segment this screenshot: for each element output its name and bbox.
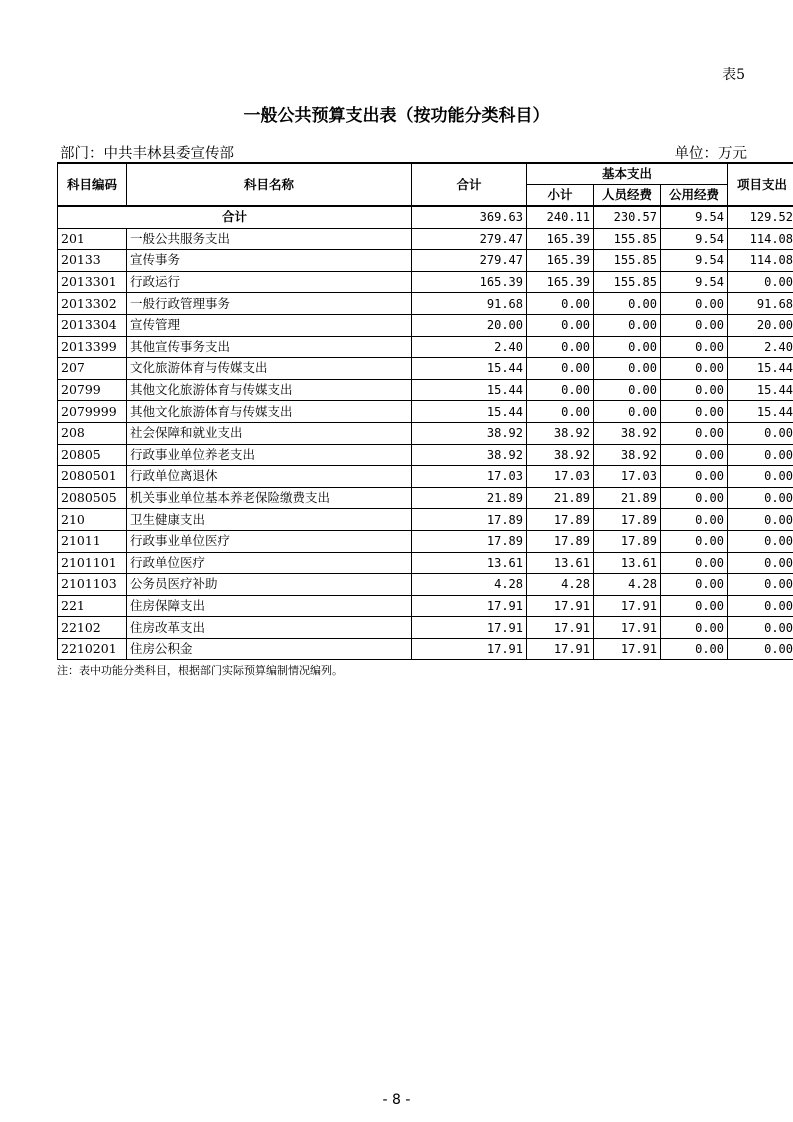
total-label: 合计 — [58, 206, 412, 228]
row-total: 13.61 — [412, 552, 527, 574]
row-personnel: 4.28 — [594, 574, 661, 596]
row-public: 0.00 — [661, 314, 728, 336]
row-code: 2013301 — [58, 271, 127, 293]
row-personnel: 155.85 — [594, 250, 661, 272]
row-personnel: 0.00 — [594, 358, 661, 380]
row-personnel: 155.85 — [594, 271, 661, 293]
table-row — [58, 293, 793, 315]
row-project: 0.00 — [728, 595, 793, 617]
row-subtotal: 21.89 — [527, 487, 594, 509]
unit-label: 单位：万元 — [674, 146, 747, 162]
row-subtotal: 0.00 — [527, 293, 594, 315]
row-personnel: 0.00 — [594, 314, 661, 336]
table-row — [58, 638, 793, 660]
row-project: 0.00 — [728, 574, 793, 596]
row-personnel: 17.91 — [594, 595, 661, 617]
row-name: 行政事业单位养老支出 — [127, 444, 412, 466]
row-code: 2080501 — [58, 466, 127, 488]
row-personnel: 0.00 — [594, 379, 661, 401]
row-code: 221 — [58, 595, 127, 617]
row-code: 2079999 — [58, 401, 127, 423]
row-name: 住房保障支出 — [127, 595, 412, 617]
row-public: 0.00 — [661, 401, 728, 423]
row-project: 0.00 — [728, 509, 793, 531]
row-name: 宣传事务 — [127, 250, 412, 272]
row-name: 一般公共服务支出 — [127, 228, 412, 250]
table-row — [58, 617, 793, 639]
header-basic: 基本支出 — [527, 163, 728, 185]
row-public: 0.00 — [661, 552, 728, 574]
row-project: 114.08 — [728, 250, 793, 272]
row-public: 0.00 — [661, 358, 728, 380]
table-row — [58, 552, 793, 574]
row-project: 114.08 — [728, 228, 793, 250]
row-subtotal: 0.00 — [527, 336, 594, 358]
header-project: 项目支出 — [728, 163, 793, 206]
row-code: 2101101 — [58, 552, 127, 574]
row-code: 2101103 — [58, 574, 127, 596]
row-public: 0.00 — [661, 466, 728, 488]
row-code: 21011 — [58, 530, 127, 552]
row-name: 行政事业单位医疗 — [127, 530, 412, 552]
table-row — [58, 595, 793, 617]
row-subtotal: 0.00 — [527, 401, 594, 423]
row-name: 其他文化旅游体育与传媒支出 — [127, 379, 412, 401]
row-total: 17.91 — [412, 617, 527, 639]
row-personnel: 17.91 — [594, 617, 661, 639]
row-code: 22102 — [58, 617, 127, 639]
row-public: 0.00 — [661, 293, 728, 315]
row-total: 17.89 — [412, 509, 527, 531]
row-public: 9.54 — [661, 250, 728, 272]
row-personnel: 0.00 — [594, 293, 661, 315]
row-project: 20.00 — [728, 314, 793, 336]
row-personnel: 0.00 — [594, 336, 661, 358]
row-code: 210 — [58, 509, 127, 531]
row-name: 卫生健康支出 — [127, 509, 412, 531]
row-total: 38.92 — [412, 444, 527, 466]
total-project: 129.52 — [728, 206, 793, 228]
row-project: 0.00 — [728, 444, 793, 466]
row-code: 2013399 — [58, 336, 127, 358]
row-project: 2.40 — [728, 336, 793, 358]
row-name: 住房公积金 — [127, 638, 412, 660]
header-total: 合计 — [412, 163, 527, 206]
row-subtotal: 0.00 — [527, 358, 594, 380]
table-row — [58, 250, 793, 272]
table-row — [58, 314, 793, 336]
table-row — [58, 401, 793, 423]
row-personnel: 13.61 — [594, 552, 661, 574]
row-public: 9.54 — [661, 228, 728, 250]
table-row — [58, 271, 793, 293]
row-subtotal: 165.39 — [527, 271, 594, 293]
total-total: 369.63 — [412, 206, 527, 228]
row-public: 0.00 — [661, 574, 728, 596]
row-public: 0.00 — [661, 487, 728, 509]
total-row — [58, 206, 793, 228]
row-public: 0.00 — [661, 617, 728, 639]
table-row — [58, 574, 793, 596]
header-name: 科目名称 — [127, 163, 412, 206]
row-project: 0.00 — [728, 530, 793, 552]
table-row — [58, 466, 793, 488]
row-name: 住房改革支出 — [127, 617, 412, 639]
row-total: 15.44 — [412, 358, 527, 380]
header-subtotal: 小计 — [527, 185, 594, 207]
row-project: 91.68 — [728, 293, 793, 315]
header-code: 科目编码 — [58, 163, 127, 206]
row-subtotal: 17.91 — [527, 617, 594, 639]
row-public: 0.00 — [661, 336, 728, 358]
row-name: 其他宣传事务支出 — [127, 336, 412, 358]
row-total: 2.40 — [412, 336, 527, 358]
row-subtotal: 165.39 — [527, 250, 594, 272]
row-name: 行政运行 — [127, 271, 412, 293]
row-name: 行政单位离退休 — [127, 466, 412, 488]
row-project: 0.00 — [728, 271, 793, 293]
row-name: 机关事业单位基本养老保险缴费支出 — [127, 487, 412, 509]
row-personnel: 38.92 — [594, 422, 661, 444]
row-subtotal: 0.00 — [527, 379, 594, 401]
row-code: 208 — [58, 422, 127, 444]
row-project: 15.44 — [728, 358, 793, 380]
row-total: 21.89 — [412, 487, 527, 509]
table-row — [58, 228, 793, 250]
row-personnel: 17.91 — [594, 638, 661, 660]
row-public: 0.00 — [661, 509, 728, 531]
department-label: 部门：中共丰林县委宣传部 — [60, 146, 234, 162]
row-personnel: 38.92 — [594, 444, 661, 466]
row-total: 17.91 — [412, 638, 527, 660]
row-total: 4.28 — [412, 574, 527, 596]
row-personnel: 21.89 — [594, 487, 661, 509]
row-code: 20799 — [58, 379, 127, 401]
row-total: 15.44 — [412, 379, 527, 401]
row-subtotal: 38.92 — [527, 444, 594, 466]
row-subtotal: 17.03 — [527, 466, 594, 488]
row-project: 15.44 — [728, 379, 793, 401]
row-name: 其他文化旅游体育与传媒支出 — [127, 401, 412, 423]
table-number: 表5 — [722, 67, 745, 83]
table-row — [58, 336, 793, 358]
row-public: 0.00 — [661, 638, 728, 660]
row-code: 2080505 — [58, 487, 127, 509]
row-name: 公务员医疗补助 — [127, 574, 412, 596]
row-name: 文化旅游体育与传媒支出 — [127, 358, 412, 380]
row-total: 17.89 — [412, 530, 527, 552]
header-public: 公用经费 — [661, 185, 728, 207]
row-code: 2013302 — [58, 293, 127, 315]
total-personnel: 230.57 — [594, 206, 661, 228]
row-code: 207 — [58, 358, 127, 380]
row-total: 91.68 — [412, 293, 527, 315]
row-personnel: 155.85 — [594, 228, 661, 250]
row-total: 38.92 — [412, 422, 527, 444]
row-subtotal: 38.92 — [527, 422, 594, 444]
row-personnel: 17.89 — [594, 509, 661, 531]
table-row — [58, 444, 793, 466]
row-public: 0.00 — [661, 595, 728, 617]
row-total: 15.44 — [412, 401, 527, 423]
header-personnel: 人员经费 — [594, 185, 661, 207]
row-subtotal: 13.61 — [527, 552, 594, 574]
row-project: 0.00 — [728, 552, 793, 574]
row-personnel: 0.00 — [594, 401, 661, 423]
row-total: 279.47 — [412, 228, 527, 250]
row-project: 15.44 — [728, 401, 793, 423]
row-public: 9.54 — [661, 271, 728, 293]
row-subtotal: 4.28 — [527, 574, 594, 596]
row-public: 0.00 — [661, 444, 728, 466]
total-subtotal: 240.11 — [527, 206, 594, 228]
row-total: 279.47 — [412, 250, 527, 272]
table-row — [58, 509, 793, 531]
table-row — [58, 487, 793, 509]
row-personnel: 17.03 — [594, 466, 661, 488]
row-total: 17.03 — [412, 466, 527, 488]
row-project: 0.00 — [728, 638, 793, 660]
row-total: 165.39 — [412, 271, 527, 293]
row-personnel: 17.89 — [594, 530, 661, 552]
row-subtotal: 165.39 — [527, 228, 594, 250]
row-subtotal: 0.00 — [527, 314, 594, 336]
row-project: 0.00 — [728, 422, 793, 444]
row-code: 20805 — [58, 444, 127, 466]
total-public: 9.54 — [661, 206, 728, 228]
row-name: 社会保障和就业支出 — [127, 422, 412, 444]
row-project: 0.00 — [728, 487, 793, 509]
row-subtotal: 17.91 — [527, 595, 594, 617]
row-code: 2013304 — [58, 314, 127, 336]
table-row — [58, 530, 793, 552]
row-name: 一般行政管理事务 — [127, 293, 412, 315]
row-code: 201 — [58, 228, 127, 250]
table-row — [58, 358, 793, 380]
budget-table — [57, 162, 793, 660]
row-public: 0.00 — [661, 530, 728, 552]
row-subtotal: 17.89 — [527, 509, 594, 531]
row-code: 2210201 — [58, 638, 127, 660]
page-number: - 8 - — [382, 1092, 411, 1108]
row-project: 0.00 — [728, 466, 793, 488]
row-subtotal: 17.91 — [527, 638, 594, 660]
row-total: 20.00 — [412, 314, 527, 336]
row-public: 0.00 — [661, 379, 728, 401]
footnote: 注：表中功能分类科目，根据部门实际预算编制情况编列。 — [57, 664, 343, 677]
row-code: 20133 — [58, 250, 127, 272]
row-public: 0.00 — [661, 422, 728, 444]
page-title: 一般公共预算支出表（按功能分类科目） — [243, 106, 550, 126]
row-name: 宣传管理 — [127, 314, 412, 336]
row-project: 0.00 — [728, 617, 793, 639]
row-subtotal: 17.89 — [527, 530, 594, 552]
row-name: 行政单位医疗 — [127, 552, 412, 574]
row-total: 17.91 — [412, 595, 527, 617]
table-row — [58, 379, 793, 401]
table-row — [58, 422, 793, 444]
